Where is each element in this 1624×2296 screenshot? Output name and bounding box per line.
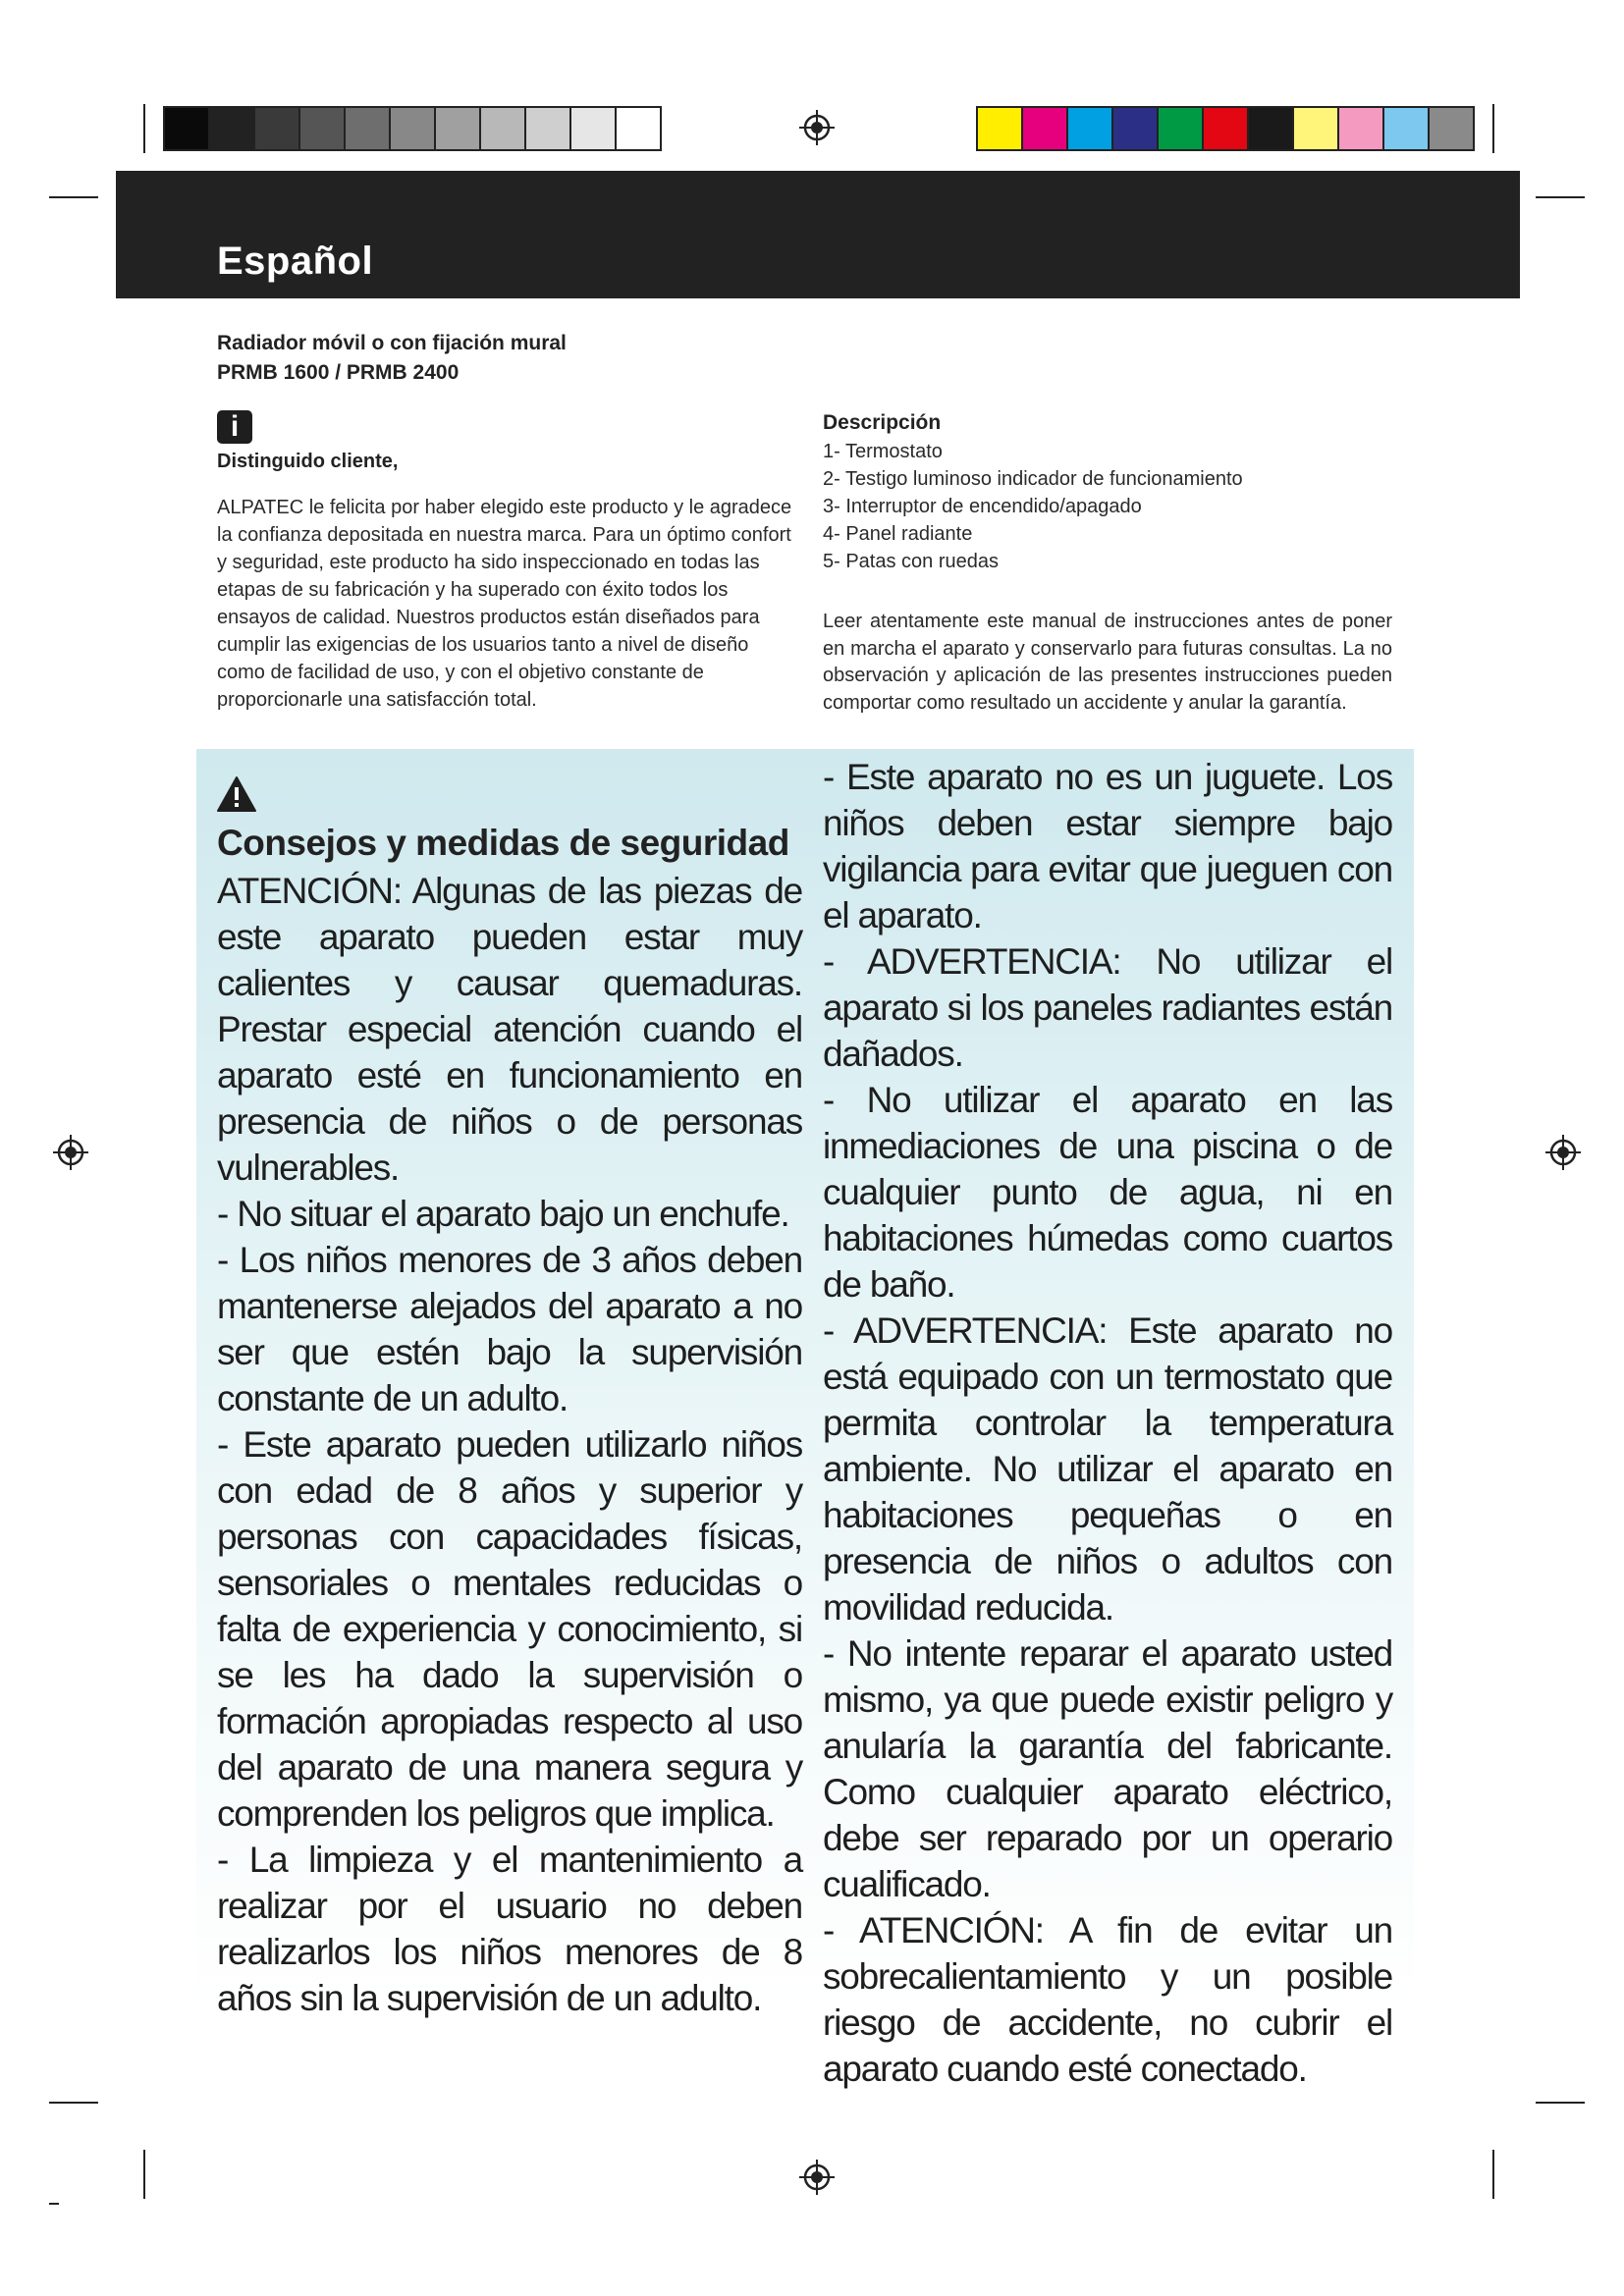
color-swatch [1249, 108, 1294, 149]
crop-mark-right-top-horizontal [1536, 196, 1585, 198]
color-swatch [1204, 108, 1249, 149]
color-swatch [1294, 108, 1339, 149]
color-swatch [346, 108, 391, 149]
description-item: 2- Testigo luminoso indicador de funcionamiento [823, 468, 1243, 490]
safety-right-column [823, 754, 1392, 2092]
product-name: Radiador móvil o con fijación mural [217, 332, 567, 354]
color-swatch [391, 108, 436, 149]
color-swatch [481, 108, 526, 149]
safety-paragraph: - ADVERTENCIA: Este aparato no está equipado con un termostato que permita controlar la temperatura ambiente. No utilizar el aparato en habitaciones pequeñas o en presencia de niños o adultos con movilidad reducida. [823, 1310, 1392, 1628]
color-swatch [571, 108, 617, 149]
safety-title: Consejos y medidas de seguridad [217, 823, 789, 863]
color-swatch [255, 108, 300, 149]
intro-paragraph: ALPATEC le felicita por haber elegido este producto y le agradece la confianza depositada en nuestra marca. Para un óptimo confort y seguridad, este producto ha sido inspeccionado en todas las etapas de su fabricación y ha superado con éxito todos los ensayos de calidad. Nuestros productos están diseñados para cumplir las exigencias de los usuarios tanto a nivel de diseño como de facilidad de uso, y con el objetivo constante de proporcionarle una satisfacción total. [217, 497, 792, 711]
language-header-bar [116, 171, 1520, 298]
language-title: Español [217, 240, 374, 283]
crop-mark-bottom-right-vertical [1492, 2150, 1494, 2199]
safety-paragraph: ATENCIÓN: Algunas de las piezas de este aparato pueden estar muy calientes y causar quemaduras. Prestar especial atención cuando el aparato esté en funcionamiento en presencia de niños o de personas vulnerables. [217, 871, 802, 1188]
crop-mark-right-bottom-horizontal [1536, 2102, 1585, 2104]
color-swatch [1068, 108, 1113, 149]
description-item: 1- Termostato [823, 441, 943, 462]
greeting: Distinguido cliente, [217, 451, 399, 472]
safety-paragraph: - No utilizar el aparato en las inmediaciones de una piscina o de cualquier punto de agua, ni en habitaciones húmedas como cuartos de baño. [823, 1080, 1392, 1305]
info-icon: i [217, 410, 252, 444]
crop-mark-left-top-horizontal [49, 196, 98, 198]
color-swatch [1430, 108, 1473, 149]
color-swatch [210, 108, 255, 149]
registration-mark-right-icon [1543, 1133, 1583, 1172]
safety-paragraph: - No intente reparar el aparato usted mismo, ya que puede existir peligro y anularía la garantía del fabricante. Como cualquier aparato eléctrico, debe ser reparado por un operario cualificado. [823, 1633, 1392, 1904]
crop-mark-bottom-corner [49, 2203, 59, 2205]
color-swatch [978, 108, 1023, 149]
safety-paragraph: - La limpieza y el mantenimiento a realizar por el usuario no deben realizarlos los niños menores de 8 años sin la supervisión de un adulto. [217, 1840, 802, 2018]
color-bar [976, 106, 1475, 151]
read-manual-note: Leer atentamente este manual de instrucciones antes de poner en marcha el aparato y conservarlo para futuras consultas. La no observación y aplicación de las presentes instrucciones pueden comportar como resultado un accidente y anular la garantía. [823, 611, 1392, 714]
color-swatch [617, 108, 660, 149]
product-heading [217, 329, 567, 388]
description-item: 4- Panel radiante [823, 523, 973, 545]
safety-left-column [217, 868, 802, 2021]
registration-mark-top-icon [797, 108, 837, 147]
product-models: PRMB 1600 / PRMB 2400 [217, 361, 460, 384]
color-swatch [526, 108, 571, 149]
color-swatch [1159, 108, 1204, 149]
crop-mark-top-left-vertical [143, 104, 145, 153]
crop-mark-top-right-vertical [1492, 104, 1494, 153]
color-swatch [436, 108, 481, 149]
color-swatch [1339, 108, 1384, 149]
description-item: 5- Patas con ruedas [823, 551, 999, 572]
warning-triangle-icon [216, 775, 257, 813]
safety-paragraph: - Este aparato no es un juguete. Los niños deben estar siempre bajo vigilancia para evitar que jueguen con el aparato. [823, 757, 1392, 935]
description-title: Descripción [823, 411, 942, 434]
description-list [823, 438, 1243, 575]
gray-color-bar [163, 106, 662, 151]
color-swatch [1113, 108, 1159, 149]
registration-mark-bottom-icon [797, 2158, 837, 2197]
safety-paragraph: - ATENCIÓN: A fin de evitar un sobrecalientamiento y un posible riesgo de accidente, no cubrir el aparato cuando esté conectado. [823, 1910, 1392, 2089]
crop-mark-left-bottom-horizontal [49, 2102, 98, 2104]
color-swatch [1384, 108, 1430, 149]
registration-mark-left-icon [51, 1133, 90, 1172]
safety-paragraph: - No situar el aparato bajo un enchufe. [217, 1194, 789, 1234]
crop-mark-bottom-left-vertical [143, 2150, 145, 2199]
color-swatch [1023, 108, 1068, 149]
color-swatch [165, 108, 210, 149]
safety-paragraph: - Los niños menores de 3 años deben mantenerse alejados del aparato a no ser que estén bajo la supervisión constante de un adulto. [217, 1240, 802, 1418]
safety-paragraph: - Este aparato pueden utilizarlo niños con edad de 8 años y superior y personas con capacidades físicas, sensoriales o mentales reducidas o falta de experiencia y conocimiento, si se les ha dado la supervisión o formación apropiadas respecto al uso del aparato de una manera segura y comprenden los peligros que implica. [217, 1424, 802, 1834]
description-item: 3- Interruptor de encendido/apagado [823, 496, 1142, 517]
color-swatch [300, 108, 346, 149]
safety-paragraph: - ADVERTENCIA: No utilizar el aparato si los paneles radiantes están dañados. [823, 941, 1392, 1074]
